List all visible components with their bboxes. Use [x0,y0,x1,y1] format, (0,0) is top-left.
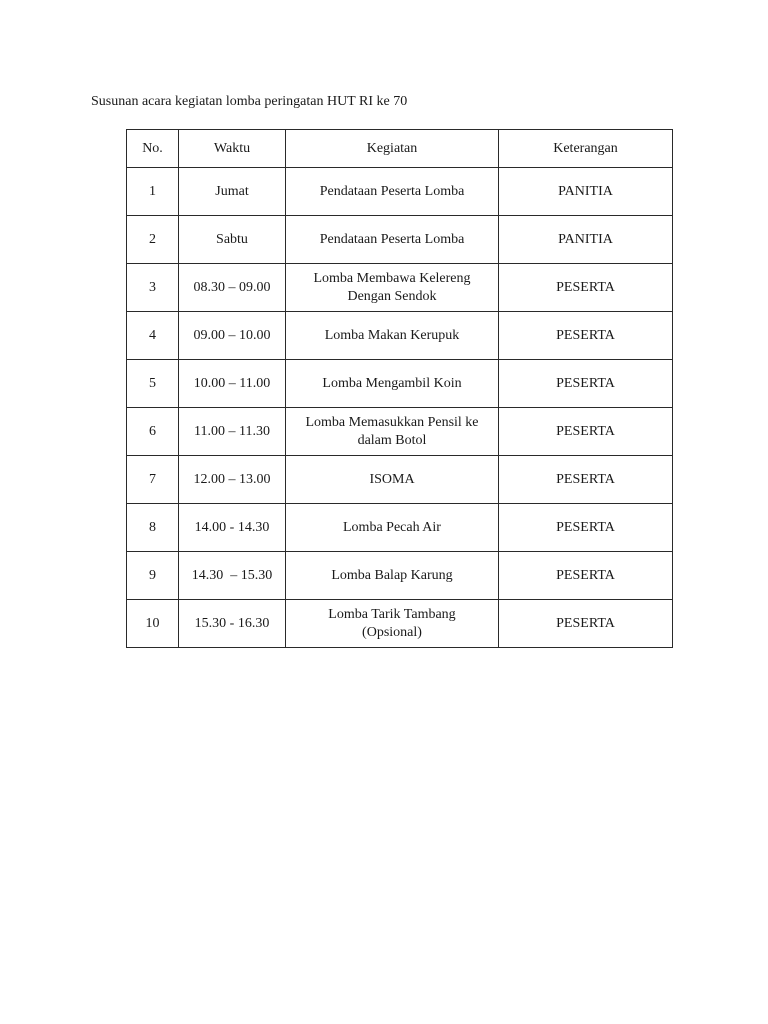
header-kegiatan: Kegiatan [286,130,499,168]
document-title: Susunan acara kegiatan lomba peringatan HUT RI ke 70 [91,94,408,109]
cell-no: 5 [127,360,179,408]
cell-keterangan: PESERTA [499,312,673,360]
kegiatan-line: Lomba Mengambil Koin [322,375,462,391]
cell-kegiatan [286,264,499,312]
header-waktu: Waktu [179,130,286,168]
table-header-row [127,130,673,168]
cell-keterangan: PANITIA [499,216,673,264]
header-no: No. [127,130,179,168]
cell-kegiatan [286,504,499,552]
table-row [127,168,673,216]
cell-kegiatan [286,552,499,600]
cell-waktu: 14.30 – 15.30 [179,552,286,600]
kegiatan-line: Lomba Pecah Air [343,519,441,535]
kegiatan-line: Lomba Balap Karung [331,567,453,583]
table-row [127,600,673,648]
cell-no: 3 [127,264,179,312]
cell-waktu: 15.30 - 16.30 [179,600,286,648]
cell-waktu: Sabtu [179,216,286,264]
table-row [127,264,673,312]
kegiatan-line: Dengan Sendok [347,288,437,304]
cell-waktu: 09.00 – 10.00 [179,312,286,360]
cell-keterangan: PESERTA [499,600,673,648]
header-keterangan: Keterangan [499,130,673,168]
kegiatan-line: Lomba Makan Kerupuk [324,327,460,343]
cell-kegiatan [286,360,499,408]
cell-keterangan: PESERTA [499,360,673,408]
cell-waktu: 12.00 – 13.00 [179,456,286,504]
table-row [127,552,673,600]
kegiatan-line: dalam Botol [357,432,427,448]
cell-kegiatan [286,600,499,648]
table-row [127,408,673,456]
cell-no: 9 [127,552,179,600]
table-body [127,168,673,648]
cell-no: 6 [127,408,179,456]
kegiatan-line: Pendataan Peserta Lomba [319,231,465,247]
kegiatan-line: Lomba Memasukkan Pensil ke [305,414,479,430]
cell-no: 1 [127,168,179,216]
cell-kegiatan [286,456,499,504]
table-row [127,216,673,264]
cell-no: 8 [127,504,179,552]
cell-keterangan: PESERTA [499,408,673,456]
kegiatan-line: Lomba Tarik Tambang [328,606,456,622]
kegiatan-line: Pendataan Peserta Lomba [319,183,465,199]
cell-keterangan: PESERTA [499,264,673,312]
cell-kegiatan [286,216,499,264]
kegiatan-line: Lomba Membawa Kelereng [313,270,471,286]
cell-waktu: Jumat [179,168,286,216]
cell-waktu: 08.30 – 09.00 [179,264,286,312]
cell-kegiatan [286,408,499,456]
cell-no: 4 [127,312,179,360]
cell-keterangan: PESERTA [499,552,673,600]
schedule-table [126,129,673,648]
cell-keterangan: PESERTA [499,456,673,504]
cell-keterangan: PESERTA [499,504,673,552]
kegiatan-line: ISOMA [369,471,415,487]
table-row [127,504,673,552]
cell-kegiatan [286,312,499,360]
cell-waktu: 10.00 – 11.00 [179,360,286,408]
cell-no: 10 [127,600,179,648]
cell-keterangan: PANITIA [499,168,673,216]
cell-kegiatan [286,168,499,216]
table-row [127,456,673,504]
cell-waktu: 11.00 – 11.30 [179,408,286,456]
table-row [127,312,673,360]
cell-waktu: 14.00 - 14.30 [179,504,286,552]
cell-no: 7 [127,456,179,504]
table-row [127,360,673,408]
cell-no: 2 [127,216,179,264]
kegiatan-line: (Opsional) [362,624,422,640]
